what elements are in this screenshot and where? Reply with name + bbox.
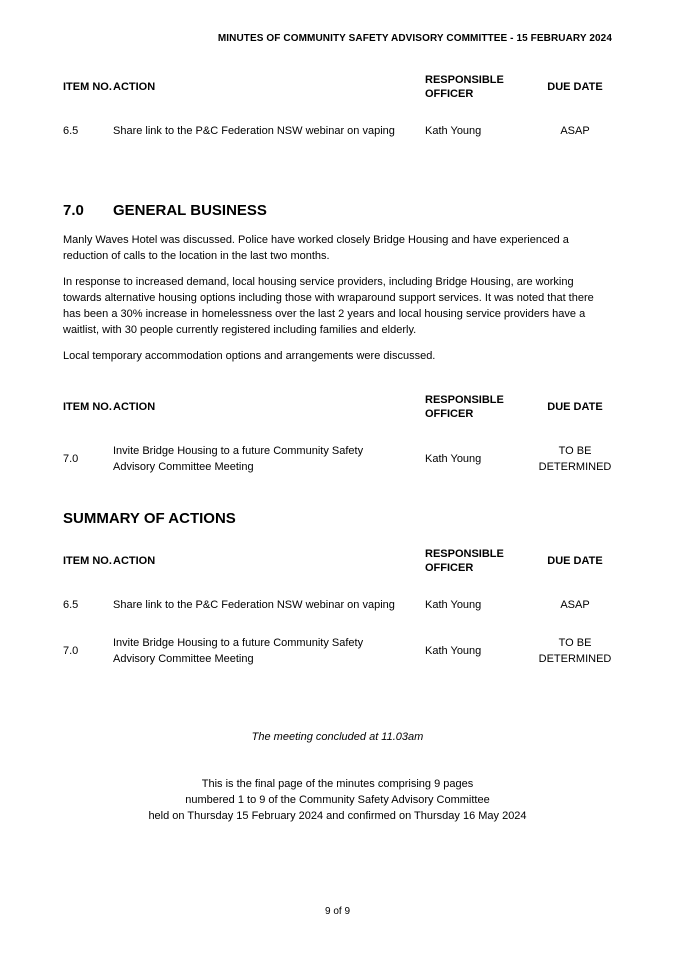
document-header-title: MINUTES OF COMMUNITY SAFETY ADVISORY COMMITTEE - 15 FEBRUARY 2024 [217,33,612,44]
column-header-responsible-officer: RESPONSIBLE OFFICER [425,394,504,420]
cell-due-date: ASAP [560,599,590,611]
section-heading-summary-of-actions: SUMMARY OF ACTIONS [63,510,236,527]
cell-item-no: 7.0 [63,453,79,465]
section-title: GENERAL BUSINESS [113,202,267,219]
cell-action: Share link to the P&C Federation NSW webinar on vaping [113,125,395,137]
meeting-conclusion-note: The meeting concluded at 11.03am [251,731,424,743]
final-page-statement-line: This is the final page of the minutes comprising 9 pages [201,778,474,790]
final-page-statement-line: held on Thursday 15 February 2024 and confirmed on Thursday 16 May 2024 [148,810,527,822]
table-header-row [63,547,612,575]
paragraph: In response to increased demand, local housing service providers, including Bridge Housing, are working towards alternative housing options including those with wraparound support services. It was noted that there has been a 30% increase in homelessness over the last 2 years and local housing service providers have a waitlist, with 30 people currently registered including families and elderly. [63,276,594,336]
column-header-due-date: DUE DATE [547,81,603,93]
general-business-body [63,232,612,374]
cell-due-date: TO BE DETERMINED [538,445,612,473]
cell-item-no: 6.5 [63,599,79,611]
section-number: 7.0 [63,202,84,219]
table-header-row [63,393,612,421]
action-table-item-6 [63,73,612,139]
cell-item-no: 7.0 [63,645,79,657]
cell-responsible-officer: Kath Young [425,453,482,465]
final-page-statement-line: numbered 1 to 9 of the Community Safety Advisory Committee [185,794,490,806]
cell-responsible-officer: Kath Young [425,599,482,611]
page-number: 9 of 9 [324,906,351,917]
cell-item-no: 6.5 [63,125,79,137]
column-header-responsible-officer: RESPONSIBLE OFFICER [425,548,504,574]
column-header-responsible-officer: RESPONSIBLE OFFICER [425,74,504,100]
action-table-item-7 [63,393,612,475]
column-header-action: ACTION [113,555,156,567]
summary-of-actions-table [63,547,612,667]
column-header-item-no: ITEM NO. [63,81,112,93]
column-header-item-no: ITEM NO. [63,401,112,413]
final-page-statement [0,776,675,824]
table-row-6-5 [63,575,612,613]
paragraph: Manly Waves Hotel was discussed. Police have worked closely Bridge Housing and have experienced a reduction of calls to the location in the last two months. [63,234,569,262]
cell-action: Invite Bridge Housing to a future Community Safety Advisory Committee Meeting [113,637,364,665]
cell-action: Invite Bridge Housing to a future Community Safety Advisory Committee Meeting [113,445,364,473]
table-row-7-0 [63,421,612,475]
cell-due-date: TO BE DETERMINED [538,637,612,665]
table-header-row [63,73,612,101]
paragraph: Local temporary accommodation options and arrangements were discussed. [63,350,436,362]
cell-due-date: ASAP [560,125,590,137]
cell-responsible-officer: Kath Young [425,125,482,137]
cell-action: Share link to the P&C Federation NSW webinar on vaping [113,599,395,611]
table-row-6-5 [63,101,612,139]
section-heading-general-business [63,202,267,220]
column-header-due-date: DUE DATE [547,555,603,567]
table-row-7-0 [63,613,612,667]
cell-responsible-officer: Kath Young [425,645,482,657]
column-header-action: ACTION [113,81,156,93]
column-header-action: ACTION [113,401,156,413]
column-header-due-date: DUE DATE [547,401,603,413]
column-header-item-no: ITEM NO. [63,555,112,567]
